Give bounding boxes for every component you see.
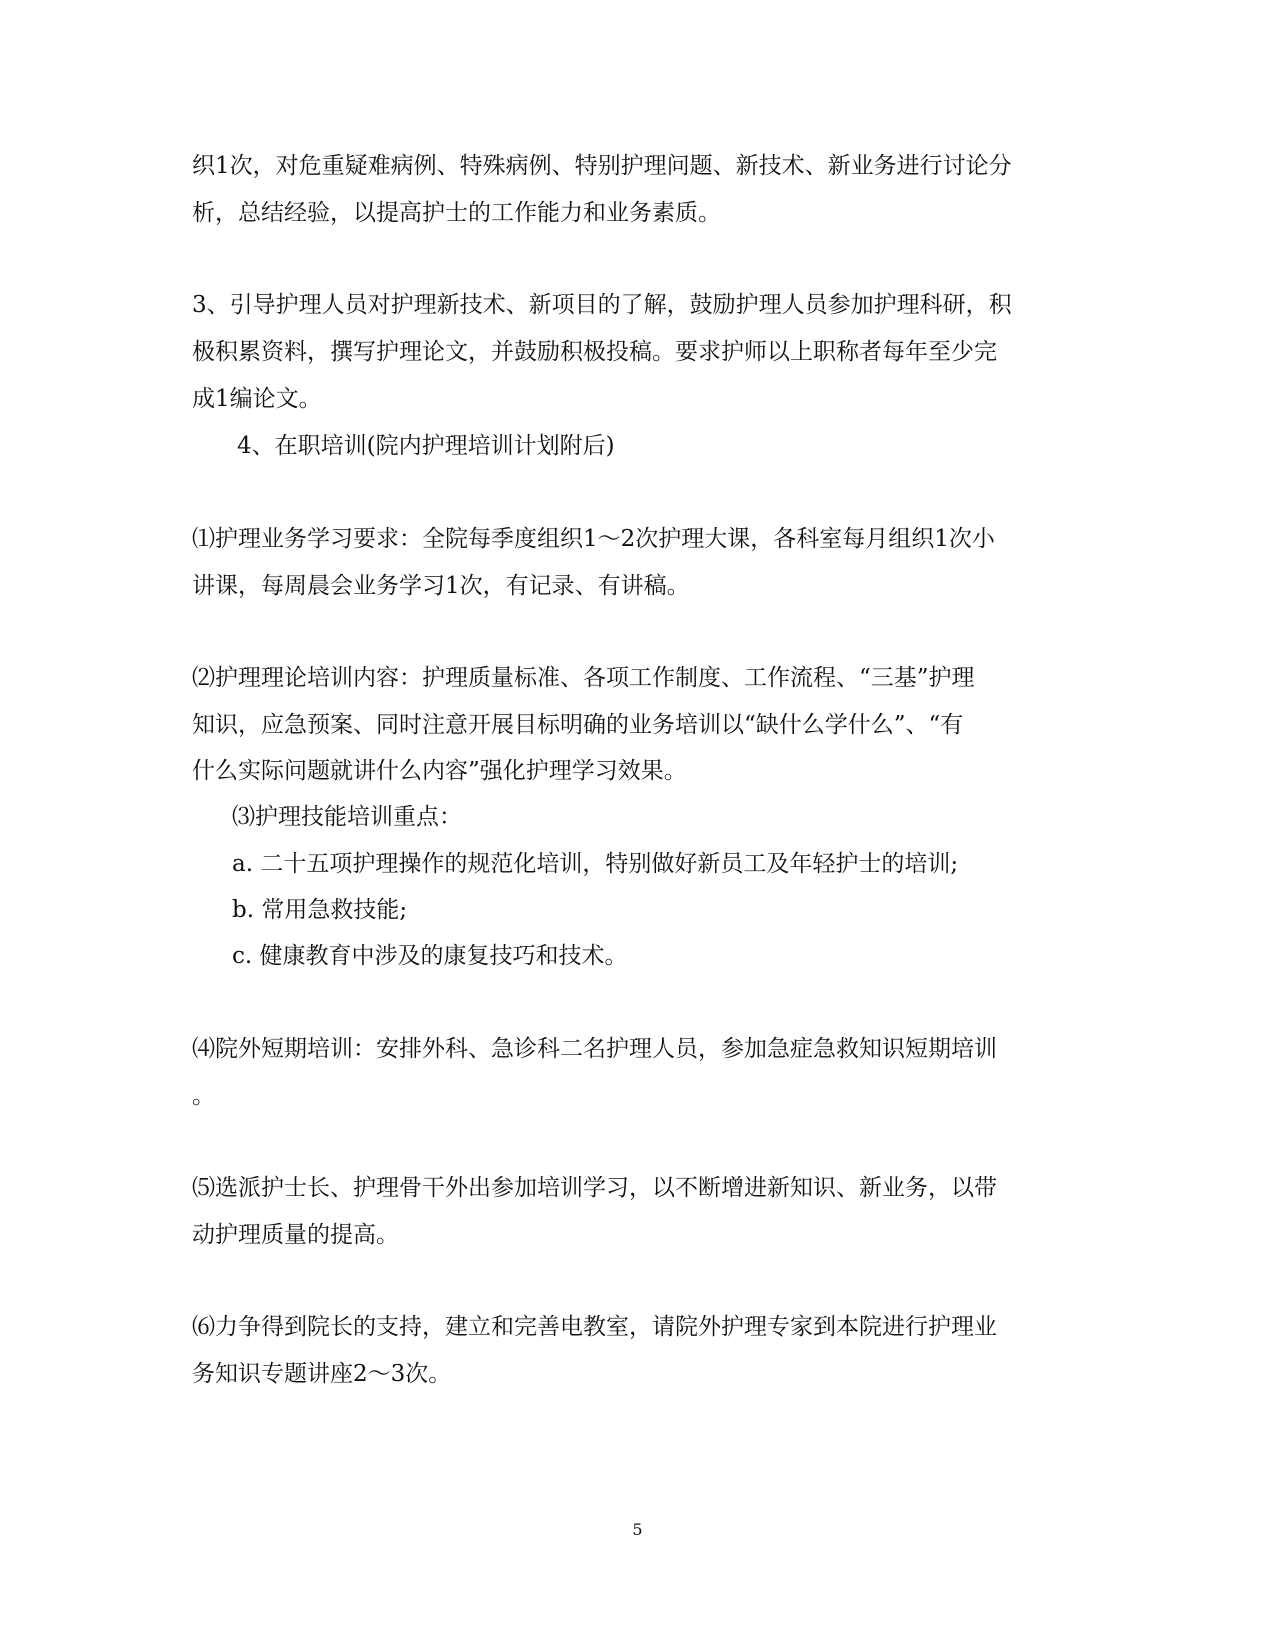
text-line: 织1次，对危重疑难病例、特殊病例、特别护理问题、新技术、新业务进行讨论分 [192, 153, 1012, 179]
text-line: 成1编论文。 [192, 386, 322, 412]
text-line: ⑴护理业务学习要求：全院每季度组织1～2次护理大课，各科室每月组织1次小 [192, 526, 995, 552]
text-line: 讲课，每周晨会业务学习1次，有记录、有讲稿。 [192, 573, 690, 599]
text-line: 知识，应急预案、同时注意开展目标明确的业务培训以“缺什么学什么”、“有 [192, 712, 964, 738]
text-line: 务知识专题讲座2～3次。 [192, 1361, 452, 1387]
text-line: b. 常用急救技能; [232, 897, 408, 923]
text-line: 动护理质量的提高。 [192, 1222, 399, 1248]
text-line: 。 [192, 1083, 215, 1109]
text-line: 什么实际问题就讲什么内容”强化护理学习效果。 [192, 758, 687, 784]
text-line: ⑶护理技能培训重点： [232, 804, 462, 830]
text-line: 析，总结经验，以提高护士的工作能力和业务素质。 [192, 200, 721, 226]
text-line: ⑸选派护士长、护理骨干外出参加培训学习，以不断增进新知识、新业务，以带 [192, 1175, 997, 1201]
text-line: 4、在职培训(院内护理培训计划附后) [237, 433, 615, 459]
text-line: ⑵护理理论培训内容：护理质量标准、各项工作制度、工作流程、“三基”护理 [192, 665, 975, 691]
text-line: 3、引导护理人员对护理新技术、新项目的了解，鼓励护理人员参加护理科研，积 [192, 292, 1012, 318]
page-number: 5 [632, 1520, 643, 1539]
text-line: a. 二十五项护理操作的规范化培训，特别做好新员工及年轻护士的培训; [232, 851, 959, 877]
text-line: ⑷院外短期培训：安排外科、急诊科二名护理人员，参加急症急救知识短期培训 [192, 1036, 997, 1062]
text-line: c. 健康教育中涉及的康复技巧和技术。 [232, 943, 628, 969]
text-line: ⑹力争得到院长的支持，建立和完善电教室，请院外护理专家到本院进行护理业 [192, 1314, 997, 1340]
text-line: 极积累资料，撰写护理论文，并鼓励积极投稿。要求护师以上职称者每年至少完 [192, 339, 997, 365]
